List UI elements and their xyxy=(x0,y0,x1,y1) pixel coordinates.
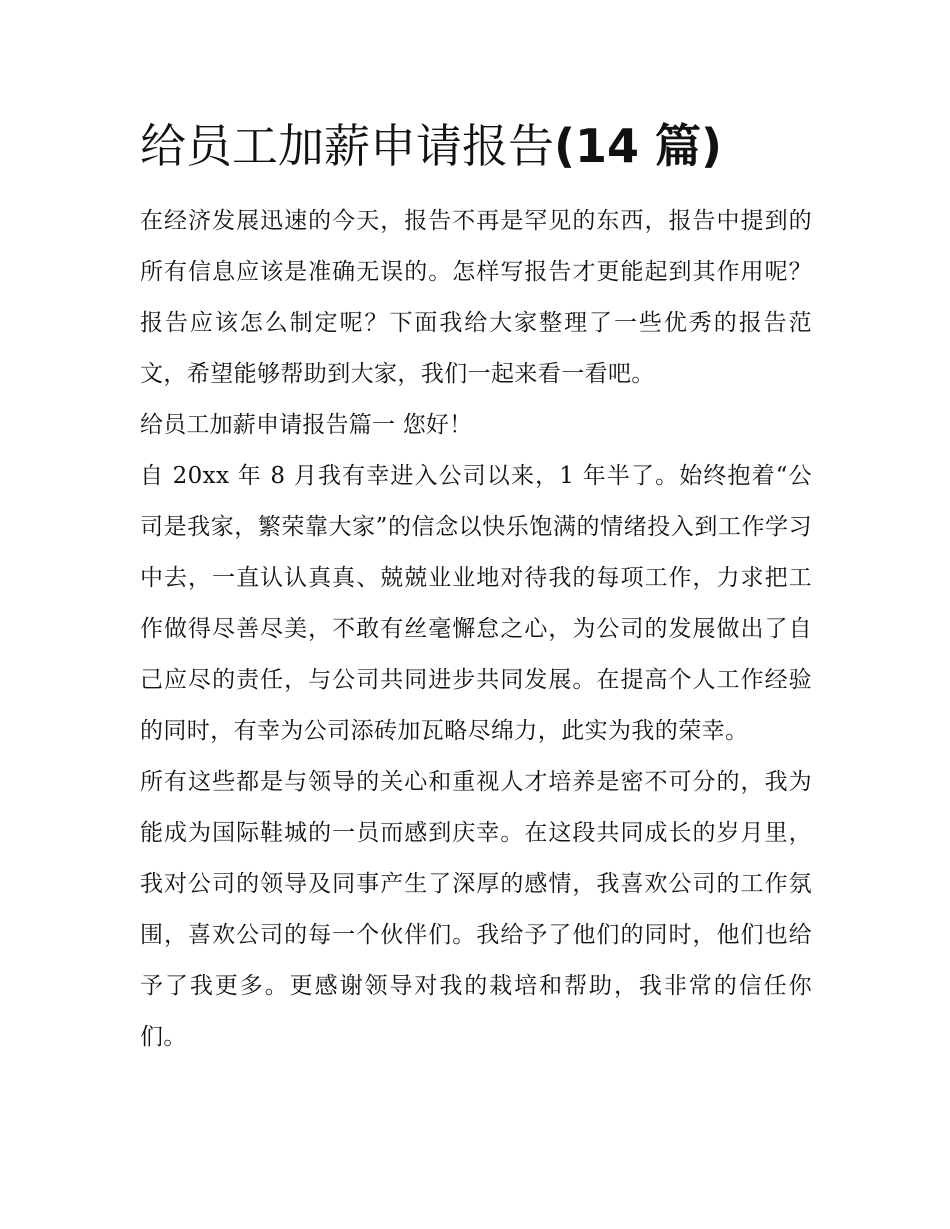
body-paragraph-1: 自 20xx 年 8 月我有幸进入公司以来，1 年半了。始终抱着“公司是我家，繁荣靠大家”的信念以快乐饱满的情绪投入到工作学习中去，一直认认真真、兢兢业业地对待我的每项工作，力求把工作做得尽善尽美，不敢有丝毫懈怠之心，为公司的发展做出了自己应尽的责任，与公司共同进步共同发展。在提高个人工作经验的同时，有幸为公司添砖加瓦略尽绵力，此实为我的荣幸。 xyxy=(140,463,812,744)
document-title xyxy=(140,113,820,179)
section-heading-greeting: 给员工加薪申请报告篇一 您好！ xyxy=(140,412,473,438)
document-title-main: 给员工加薪申请报告 xyxy=(140,119,554,173)
body-paragraph-2: 所有这些都是与领导的关心和重视人才培养是密不可分的，我为能成为国际鞋城的一员而感到庆幸。在这段共同成长的岁月里，我对公司的领导及同事产生了深厚的感情，我喜欢公司的工作氛围，喜欢公司的每一个伙伴们。我给予了他们的同时，他们也给予了我更多。更感谢领导对我的栽培和帮助，我非常的信任你们。 xyxy=(140,769,812,1050)
intro-paragraph: 在经济发展迅速的今天，报告不再是罕见的东西，报告中提到的所有信息应该是准确无误的。怎样写报告才更能起到其作用呢？报告应该怎么制定呢？下面我给大家整理了一些优秀的报告范文，希望能够帮助到大家，我们一起来看一看吧。 xyxy=(140,208,812,387)
document-title-count: (14 篇) xyxy=(554,119,723,173)
document-body xyxy=(140,196,812,1063)
